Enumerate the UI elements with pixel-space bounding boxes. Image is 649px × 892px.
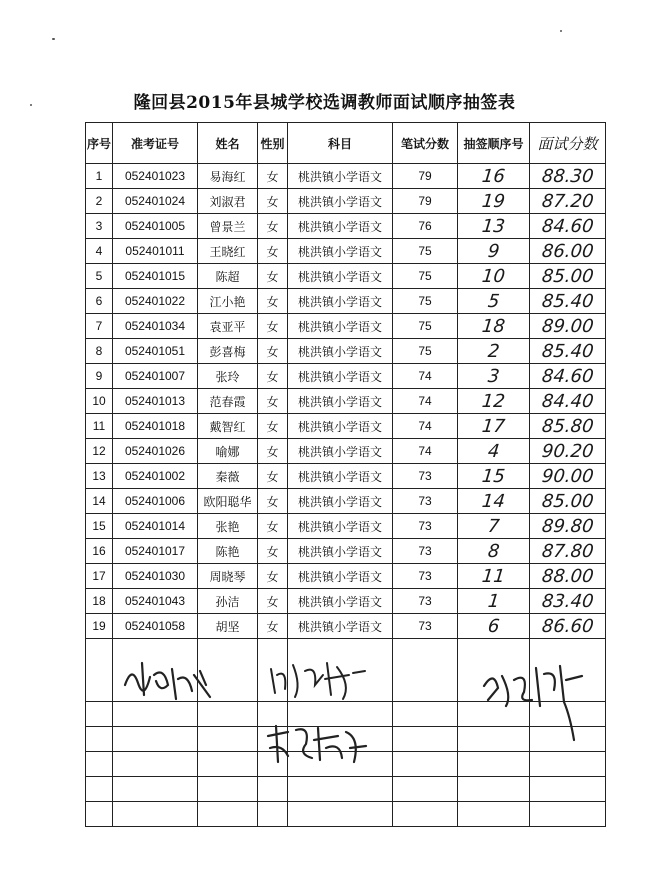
row-draw-handwritten: 14: [480, 490, 507, 512]
row-written: 75: [393, 239, 458, 264]
row-interview-handwritten: 90.00: [540, 465, 595, 487]
table-row: [86, 264, 606, 289]
blank-cell: [393, 702, 458, 727]
row-id: 052401043: [113, 589, 198, 614]
blank-cell: [530, 802, 606, 827]
row-interview-handwritten: 88.00: [540, 565, 595, 587]
row-id: 052401006: [113, 489, 198, 514]
blank-cell: [258, 777, 288, 802]
table-row: [86, 214, 606, 239]
header-draw: 抽签顺序号: [458, 123, 530, 164]
row-name: 张玲: [198, 364, 258, 389]
row-interview-handwritten: 86.00: [540, 240, 595, 262]
row-interview: [530, 414, 606, 439]
row-interview: [530, 389, 606, 414]
blank-cell: [288, 802, 393, 827]
row-draw: [458, 614, 530, 639]
row-gender: 女: [258, 214, 288, 239]
row-interview-handwritten: 85.40: [540, 340, 595, 362]
table-row: [86, 539, 606, 564]
row-draw-handwritten: 11: [480, 565, 507, 587]
row-interview: [530, 514, 606, 539]
row-draw: [458, 389, 530, 414]
header-written: 笔试分数: [393, 123, 458, 164]
row-interview: [530, 464, 606, 489]
blank-cell: [86, 639, 113, 702]
row-draw: [458, 539, 530, 564]
row-draw-handwritten: 13: [480, 215, 507, 237]
row-gender: 女: [258, 589, 288, 614]
row-written: 73: [393, 514, 458, 539]
row-interview-handwritten: 88.30: [540, 165, 595, 187]
header-gender: 性别: [258, 123, 288, 164]
row-draw-handwritten: 3: [486, 365, 501, 387]
row-interview: [530, 339, 606, 364]
row-name: 秦薇: [198, 464, 258, 489]
row-subject: 桃洪镇小学语文: [288, 614, 393, 639]
row-draw: [458, 464, 530, 489]
row-interview: [530, 564, 606, 589]
row-draw-handwritten: 19: [480, 190, 507, 212]
row-gender: 女: [258, 489, 288, 514]
page-title: 隆回县2015年县城学校选调教师面试顺序抽签表: [133, 93, 516, 113]
row-gender: 女: [258, 614, 288, 639]
row-name: 曾景兰: [198, 214, 258, 239]
row-no: 1: [86, 164, 113, 189]
row-interview: [530, 164, 606, 189]
row-interview-handwritten: 85.00: [540, 265, 595, 287]
row-draw-handwritten: 5: [486, 290, 501, 312]
row-gender: 女: [258, 539, 288, 564]
row-draw-handwritten: 16: [480, 165, 507, 187]
table-row: [86, 239, 606, 264]
row-draw-handwritten: 9: [486, 240, 501, 262]
row-written: 75: [393, 289, 458, 314]
row-draw: [458, 364, 530, 389]
row-id: 052401024: [113, 189, 198, 214]
row-subject: 桃洪镇小学语文: [288, 289, 393, 314]
row-no: 13: [86, 464, 113, 489]
row-interview: [530, 489, 606, 514]
blank-cell: [258, 802, 288, 827]
row-draw: [458, 239, 530, 264]
blank-cell: [86, 727, 113, 752]
row-gender: 女: [258, 189, 288, 214]
row-written: 73: [393, 489, 458, 514]
row-subject: 桃洪镇小学语文: [288, 314, 393, 339]
row-name: 陈超: [198, 264, 258, 289]
row-draw-handwritten: 17: [480, 415, 507, 437]
row-no: 11: [86, 414, 113, 439]
row-gender: 女: [258, 514, 288, 539]
row-draw: [458, 489, 530, 514]
row-interview-handwritten: 87.20: [540, 190, 595, 212]
row-written: 73: [393, 589, 458, 614]
row-no: 16: [86, 539, 113, 564]
blank-cell: [393, 802, 458, 827]
row-interview-handwritten: 89.80: [540, 515, 595, 537]
row-written: 73: [393, 614, 458, 639]
row-draw-handwritten: 2: [486, 340, 501, 362]
blank-cell: [198, 802, 258, 827]
row-subject: 桃洪镇小学语文: [288, 164, 393, 189]
row-subject: 桃洪镇小学语文: [288, 514, 393, 539]
row-no: 10: [86, 389, 113, 414]
row-written: 74: [393, 364, 458, 389]
row-gender: 女: [258, 289, 288, 314]
row-draw-handwritten: 15: [480, 465, 507, 487]
row-id: 052401022: [113, 289, 198, 314]
row-gender: 女: [258, 564, 288, 589]
row-written: 73: [393, 564, 458, 589]
row-subject: 桃洪镇小学语文: [288, 214, 393, 239]
blank-cell: [458, 777, 530, 802]
row-name: 孙洁: [198, 589, 258, 614]
row-gender: 女: [258, 314, 288, 339]
row-name: 袁亚平: [198, 314, 258, 339]
row-name: 江小艳: [198, 289, 258, 314]
row-draw-handwritten: 4: [486, 440, 501, 462]
row-written: 74: [393, 414, 458, 439]
table-row: [86, 464, 606, 489]
row-name: 彭喜梅: [198, 339, 258, 364]
row-subject: 桃洪镇小学语文: [288, 189, 393, 214]
blank-cell: [86, 777, 113, 802]
row-no: 9: [86, 364, 113, 389]
row-subject: 桃洪镇小学语文: [288, 364, 393, 389]
row-id: 052401015: [113, 264, 198, 289]
row-draw: [458, 314, 530, 339]
row-name: 喻娜: [198, 439, 258, 464]
row-name: 胡坚: [198, 614, 258, 639]
row-interview: [530, 364, 606, 389]
row-interview-handwritten: 90.20: [540, 440, 595, 462]
row-gender: 女: [258, 264, 288, 289]
table-row: [86, 614, 606, 639]
row-interview-handwritten: 85.40: [540, 290, 595, 312]
row-interview: [530, 439, 606, 464]
row-name: 张艳: [198, 514, 258, 539]
row-gender: 女: [258, 389, 288, 414]
row-name: 王晓红: [198, 239, 258, 264]
table-row: [86, 389, 606, 414]
row-interview-handwritten: 85.00: [540, 490, 595, 512]
row-interview: [530, 314, 606, 339]
table-row: [86, 289, 606, 314]
table-row: [86, 564, 606, 589]
scan-speck: [560, 30, 562, 32]
row-id: 052401017: [113, 539, 198, 564]
row-written: 75: [393, 339, 458, 364]
row-gender: 女: [258, 164, 288, 189]
table-row: [86, 189, 606, 214]
row-draw: [458, 339, 530, 364]
row-no: 17: [86, 564, 113, 589]
scan-speck: [30, 104, 32, 106]
row-name: 范春霞: [198, 389, 258, 414]
row-name: 刘淑君: [198, 189, 258, 214]
blank-cell: [113, 802, 198, 827]
row-gender: 女: [258, 339, 288, 364]
row-no: 4: [86, 239, 113, 264]
blank-cell: [393, 639, 458, 702]
table-row: [86, 164, 606, 189]
row-written: 73: [393, 539, 458, 564]
row-draw-handwritten: 12: [480, 390, 507, 412]
table-row: [86, 339, 606, 364]
row-gender: 女: [258, 439, 288, 464]
row-no: 18: [86, 589, 113, 614]
row-draw: [458, 289, 530, 314]
blank-cell: [113, 752, 198, 777]
row-interview-handwritten: 86.60: [540, 615, 595, 637]
header-subject: 科目: [288, 123, 393, 164]
row-subject: 桃洪镇小学语文: [288, 539, 393, 564]
row-subject: 桃洪镇小学语文: [288, 414, 393, 439]
blank-cell: [530, 777, 606, 802]
signature-3: [262, 718, 372, 768]
row-draw: [458, 439, 530, 464]
row-draw: [458, 189, 530, 214]
blank-cell: [113, 727, 198, 752]
row-name: 易海红: [198, 164, 258, 189]
row-interview-handwritten: 84.60: [540, 365, 595, 387]
row-subject: 桃洪镇小学语文: [288, 564, 393, 589]
row-interview: [530, 239, 606, 264]
header-row: [86, 123, 606, 164]
header-no: 序号: [86, 123, 113, 164]
row-subject: 桃洪镇小学语文: [288, 239, 393, 264]
row-interview-handwritten: 84.60: [540, 215, 595, 237]
row-interview: [530, 614, 606, 639]
row-id: 052401007: [113, 364, 198, 389]
row-no: 14: [86, 489, 113, 514]
row-draw: [458, 264, 530, 289]
signature-1: [120, 655, 220, 705]
table-row: [86, 364, 606, 389]
blank-cell: [393, 727, 458, 752]
row-no: 8: [86, 339, 113, 364]
blank-cell: [198, 752, 258, 777]
row-draw-handwritten: 8: [486, 540, 501, 562]
row-draw-handwritten: 1: [486, 590, 501, 612]
row-gender: 女: [258, 364, 288, 389]
row-written: 74: [393, 439, 458, 464]
row-no: 19: [86, 614, 113, 639]
row-interview: [530, 289, 606, 314]
blank-cell: [458, 802, 530, 827]
blank-cell: [288, 777, 393, 802]
row-id: 052401005: [113, 214, 198, 239]
blank-cell: [198, 727, 258, 752]
row-subject: 桃洪镇小学语文: [288, 589, 393, 614]
row-interview: [530, 539, 606, 564]
row-subject: 桃洪镇小学语文: [288, 439, 393, 464]
row-written: 75: [393, 314, 458, 339]
row-subject: 桃洪镇小学语文: [288, 389, 393, 414]
row-interview-handwritten: 89.00: [540, 315, 595, 337]
blank-cell: [393, 752, 458, 777]
row-subject: 桃洪镇小学语文: [288, 264, 393, 289]
header-name: 姓名: [198, 123, 258, 164]
row-name: 周晓琴: [198, 564, 258, 589]
blank-cell: [86, 802, 113, 827]
row-interview-handwritten: 87.80: [540, 540, 595, 562]
row-id: 052401002: [113, 464, 198, 489]
row-interview: [530, 189, 606, 214]
row-subject: 桃洪镇小学语文: [288, 339, 393, 364]
blank-row: [86, 777, 606, 802]
row-gender: 女: [258, 239, 288, 264]
blank-row: [86, 802, 606, 827]
row-id: 052401034: [113, 314, 198, 339]
row-draw: [458, 564, 530, 589]
signature-4: [478, 656, 588, 746]
row-interview-handwritten: 84.40: [540, 390, 595, 412]
row-written: 73: [393, 464, 458, 489]
table-row: [86, 489, 606, 514]
row-id: 052401011: [113, 239, 198, 264]
row-subject: 桃洪镇小学语文: [288, 464, 393, 489]
row-name: 陈艳: [198, 539, 258, 564]
row-interview-handwritten: 85.80: [540, 415, 595, 437]
blank-cell: [458, 752, 530, 777]
table-row: [86, 439, 606, 464]
row-draw: [458, 514, 530, 539]
row-id: 052401058: [113, 614, 198, 639]
table-row: [86, 514, 606, 539]
row-draw-handwritten: 10: [480, 265, 507, 287]
row-draw-handwritten: 18: [480, 315, 507, 337]
table-row: [86, 589, 606, 614]
row-id: 052401018: [113, 414, 198, 439]
row-id: 052401030: [113, 564, 198, 589]
blank-cell: [198, 702, 258, 727]
row-id: 052401051: [113, 339, 198, 364]
row-draw: [458, 589, 530, 614]
row-interview: [530, 214, 606, 239]
row-written: 79: [393, 189, 458, 214]
row-written: 79: [393, 164, 458, 189]
row-written: 74: [393, 389, 458, 414]
row-name: 戴智红: [198, 414, 258, 439]
row-id: 052401023: [113, 164, 198, 189]
row-gender: 女: [258, 414, 288, 439]
row-interview: [530, 589, 606, 614]
row-name: 欧阳聪华: [198, 489, 258, 514]
blank-cell: [113, 702, 198, 727]
row-gender: 女: [258, 464, 288, 489]
header-interview: 面试分数: [530, 123, 606, 164]
blank-cell: [393, 777, 458, 802]
row-interview-handwritten: 83.40: [540, 590, 595, 612]
row-subject: 桃洪镇小学语文: [288, 489, 393, 514]
row-id: 052401026: [113, 439, 198, 464]
row-no: 15: [86, 514, 113, 539]
blank-cell: [198, 777, 258, 802]
blank-cell: [86, 752, 113, 777]
scan-speck: [52, 38, 55, 40]
row-no: 12: [86, 439, 113, 464]
header-id: 准考证号: [113, 123, 198, 164]
row-draw-handwritten: 6: [486, 615, 501, 637]
blank-cell: [86, 702, 113, 727]
row-written: 75: [393, 264, 458, 289]
row-id: 052401013: [113, 389, 198, 414]
row-id: 052401014: [113, 514, 198, 539]
blank-cell: [113, 777, 198, 802]
row-interview: [530, 264, 606, 289]
table-row: [86, 414, 606, 439]
row-draw: [458, 414, 530, 439]
row-no: 6: [86, 289, 113, 314]
row-draw: [458, 214, 530, 239]
row-no: 5: [86, 264, 113, 289]
row-draw: [458, 164, 530, 189]
row-draw-handwritten: 7: [486, 515, 501, 537]
blank-cell: [530, 752, 606, 777]
signature-2: [265, 655, 375, 705]
row-no: 3: [86, 214, 113, 239]
row-no: 7: [86, 314, 113, 339]
row-no: 2: [86, 189, 113, 214]
table-row: [86, 314, 606, 339]
row-written: 76: [393, 214, 458, 239]
